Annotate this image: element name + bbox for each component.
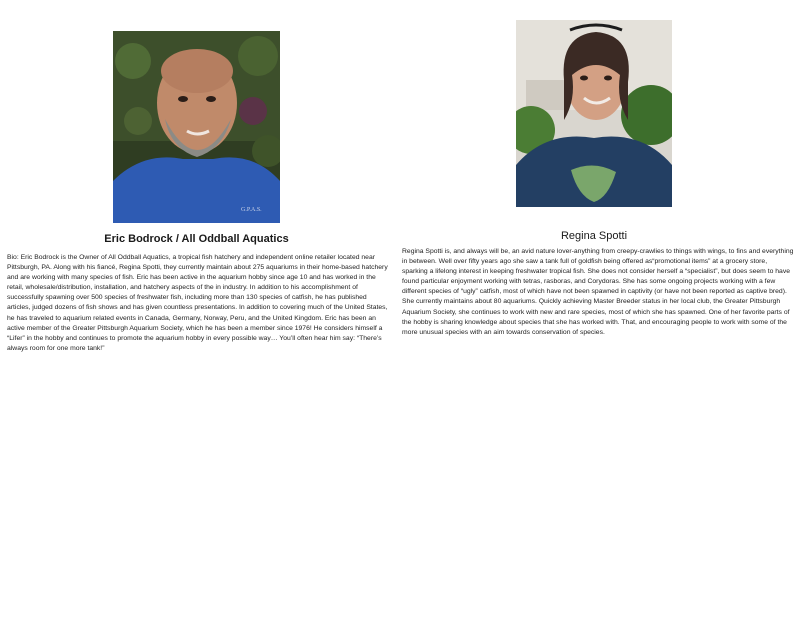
eric-bodrock-bio: Bio: Eric Bodrock is the Owner of All Oddball Aquatics, a tropical fish hatchery and independent online retailer located near Pittsburgh, PA. Along with his fiancé, Regina Spotti, they currently maintain about 275 aquariums in their home-based hatchery and are working with many species of fish. Eric has been active in the aquarium hobby since age 10 and has worked in the retail, wholesale/distribution, installation, and hatchery aspects of the in industry. In addition to his accomplishment of successfully spawning over 500 species of freshwater fish, including more than 130 species of catfish, he has published articles, judged dozens of fish shows and has given countless presentations. In addition to covering much of the United States, he has traveled to aquarium related events in Canada, Germany, Norway, Peru, and the United Kingdom. Eric has been an active member of the Greater Pittsburgh Aquarium Society, which he has been a member since 1976! He considers himself a “Lifer” in the hobby and continues to promote the aquarium hobby in every possible way… You’ll often hear him say: “There’s always room for one more tank!” [7, 254, 388, 352]
regina-spotti-photo [516, 20, 672, 207]
regina-spotti-name: Regina Spotti [560, 230, 628, 242]
eric-bodrock-photo [113, 31, 280, 223]
eric-bodrock-name: Eric Bodrock / All Oddball Aquatics [104, 233, 289, 245]
shirt-print-text: G.P.A.S. [241, 207, 262, 213]
regina-spotti-bio: Regina Spotti is, and always will be, an avid nature lover-anything from creepy-crawlies to things with wings, to fins and everything in between. Well over fifty years ago she saw a tank full of goldfish being offered as“promotional items” at a grocery store, sparking a lifelong interest in keeping freshwater tropical fish. She does not consider herself a “specialist”, but does seem to have found particular enjoyment working with tetras, rasboras, and Corydoras. She has some ongoing projects working with a few different species of “ugly” catfish, most of which have not been spawned in captivity (or have not been reported as captive bred). She currently maintains about 80 aquariums. Quickly achieving Master Breeder status in her local club, the Greater Pittsburgh Aquarium Society, she continues to work with new and rare species, most of which she has spawned. One of her favorite parts of the hobby is sharing knowledge about species that she has worked with. That, and encouraging people to work with some of the more unusual species with an aim towards conservation of species. [402, 248, 794, 336]
